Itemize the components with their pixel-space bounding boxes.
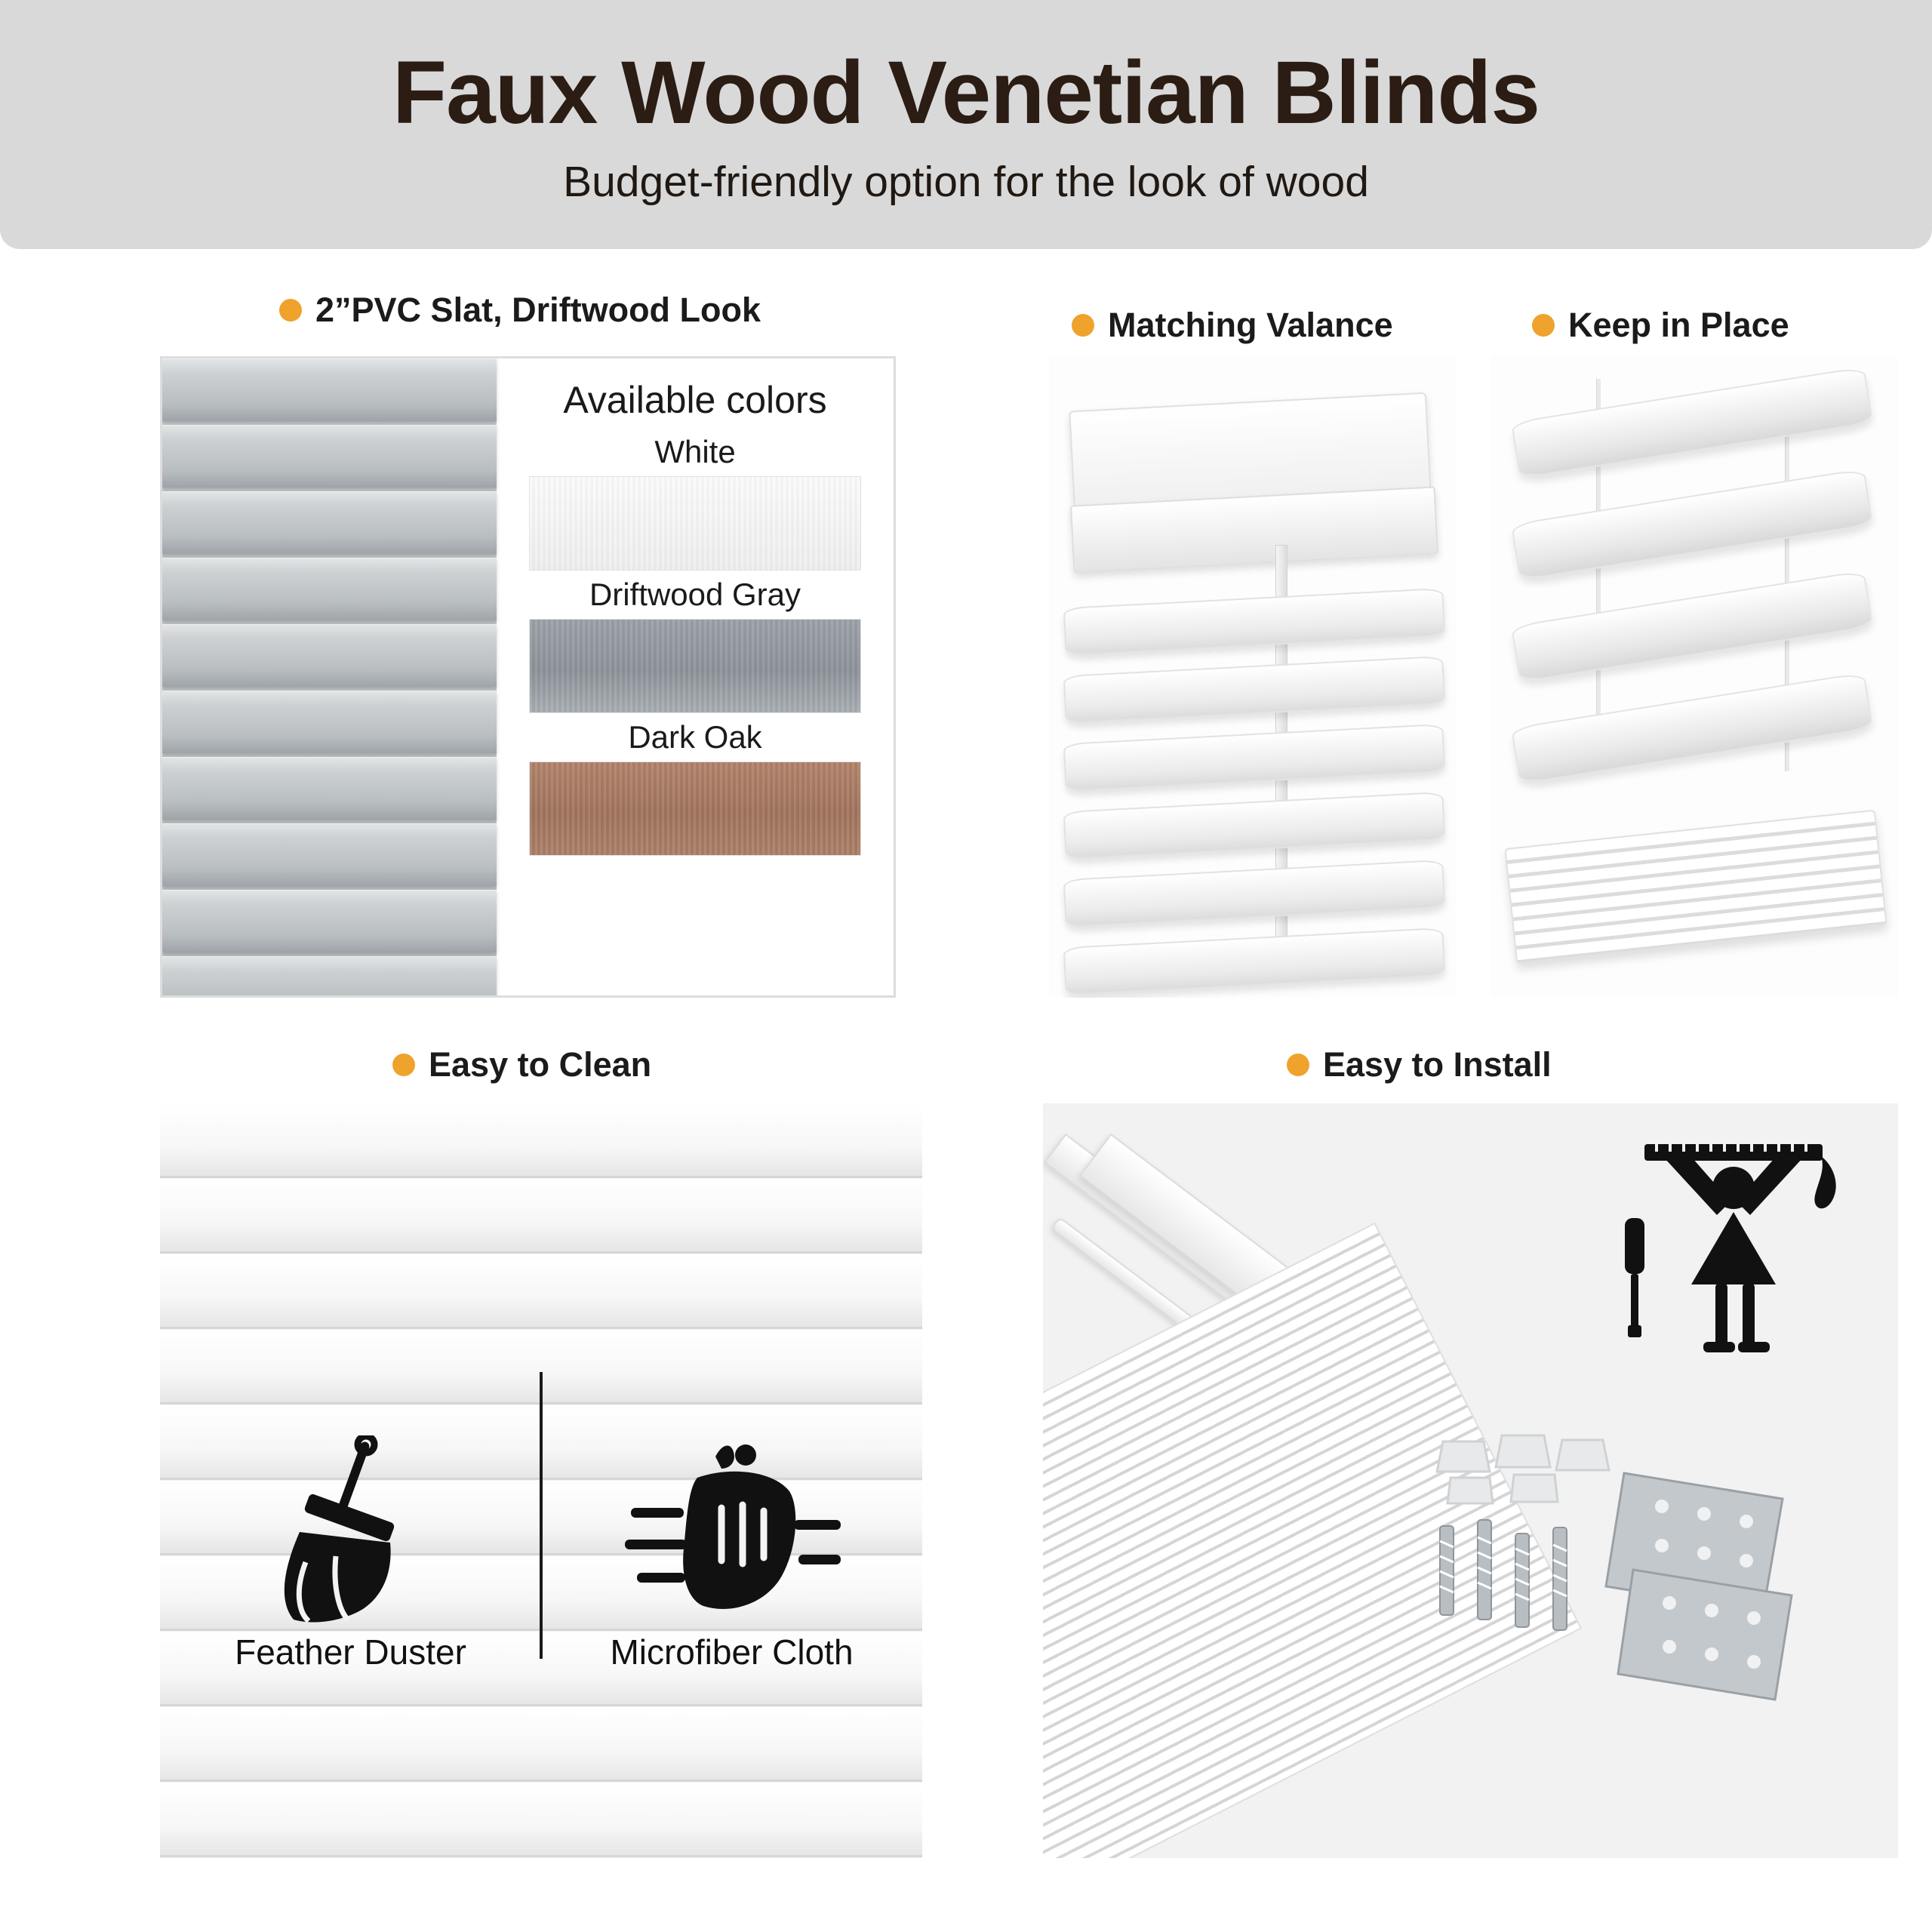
color-swatch-dark-oak[interactable] <box>529 761 861 856</box>
color-name-driftwood-gray: Driftwood Gray <box>589 577 801 612</box>
page-subtitle: Budget-friendly option for the look of wood <box>563 157 1369 206</box>
driftwood-slat-photo <box>162 358 497 995</box>
microfiber-cloth-icon <box>619 1435 845 1624</box>
bullet-dot-icon <box>279 299 302 321</box>
cleaning-method-duster <box>160 1352 541 1677</box>
hardware-parts <box>1435 1428 1858 1752</box>
available-colors-list <box>497 358 894 995</box>
easy-to-clean-photo <box>160 1103 922 1858</box>
stacked-slats <box>1504 810 1887 964</box>
feather-duster-icon <box>260 1435 441 1624</box>
bullet-dot-icon <box>1287 1054 1309 1076</box>
header-banner <box>0 0 1932 249</box>
cleaning-method-duster-caption: Feather Duster <box>235 1632 466 1672</box>
page-title: Faux Wood Venetian Blinds <box>392 43 1540 143</box>
section-label-slat <box>279 291 761 330</box>
color-swatch-white[interactable] <box>529 476 861 571</box>
easy-to-install-photo <box>1043 1103 1898 1858</box>
section-label-valance-text: Matching Valance <box>1108 306 1393 344</box>
color-name-dark-oak: Dark Oak <box>628 719 762 755</box>
screwdriver-icon <box>1625 1218 1644 1337</box>
available-colors-title: Available colors <box>563 379 827 421</box>
section-label-clean-text: Easy to Clean <box>429 1045 652 1084</box>
section-label-install-text: Easy to Install <box>1323 1045 1552 1084</box>
color-swatch-driftwood-gray[interactable] <box>529 619 861 713</box>
bullet-dot-icon <box>392 1054 415 1076</box>
bullet-dot-icon <box>1072 314 1094 337</box>
cleaning-method-cloth <box>541 1352 922 1677</box>
section-label-clean <box>392 1045 651 1084</box>
bullet-dot-icon <box>1532 314 1555 337</box>
section-label-install <box>1287 1045 1552 1084</box>
section-label-valance <box>1072 306 1393 345</box>
keep-in-place-photo <box>1491 356 1898 998</box>
cleaning-methods <box>160 1352 922 1677</box>
section-label-slat-text: 2”PVC Slat, Driftwood Look <box>315 291 761 329</box>
person-measuring-icon <box>1619 1134 1868 1360</box>
matching-valance-photo <box>1049 356 1457 998</box>
section-label-keep-text: Keep in Place <box>1568 306 1789 344</box>
color-name-white: White <box>654 434 736 469</box>
section-label-keep <box>1532 306 1789 345</box>
divider <box>540 1372 543 1659</box>
cleaning-method-cloth-caption: Microfiber Cloth <box>610 1632 854 1672</box>
slat-colors-panel <box>160 356 896 998</box>
